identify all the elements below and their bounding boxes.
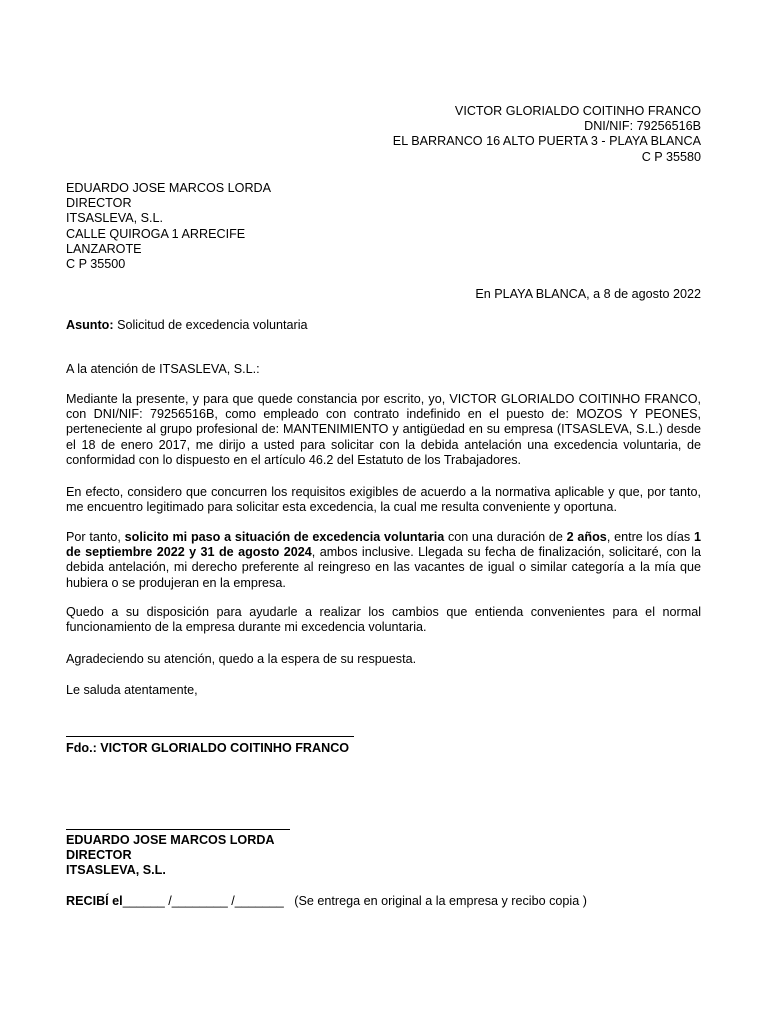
paragraph-request-details (66, 530, 701, 591)
paragraph-request-intro: Mediante la presente, y para que quede constancia por escrito, yo, VICTOR GLORIALDO COITINHO FRANCO, con DNI/NIF: 79256516B, como empleado con contrato indefinido en el puesto de: MOZOS Y PEONES, perteneciente al grupo profesional de: MANTENIMIENTO y antigüedad en su empresa (ITSASLEVA, S.L.) desde el 18 de enero 2017, me dirijo a usted para solicitar con la debida antelación una excedencia voluntaria, de conformidad con lo dispuesto en el artículo 46.2 del Estatuto de los Trabajadores. (66, 392, 701, 467)
company-signer-name: EDUARDO JOSE MARCOS LORDA (66, 833, 275, 847)
recipient-postal: C P 35500 (66, 257, 126, 272)
receipt-note: (Se entrega en original a la empresa y recibo copia ) (294, 894, 587, 908)
date-line: En PLAYA BLANCA, a 8 de agosto 2022 (475, 287, 701, 301)
employee-signature-line (66, 736, 354, 737)
paragraph3-bold-duration: 2 años (566, 530, 607, 544)
receipt-line (66, 894, 701, 909)
recipient-street: CALLE QUIROGA 1 ARRECIFE (66, 226, 246, 241)
paragraph-thanks: Agradeciendo su atención, quedo a la espera de su respuesta. (66, 652, 417, 666)
recipient-block (66, 181, 701, 272)
company-signer-role: DIRECTOR (66, 848, 132, 863)
employee-signature: Fdo.: VICTOR GLORIALDO COITINHO FRANCO (66, 741, 350, 755)
sender-address: EL BARRANCO 16 ALTO PUERTA 3 - PLAYA BLANCA (392, 134, 701, 149)
paragraph3-text-1: Por tanto, (66, 530, 125, 544)
sender-block (66, 104, 701, 165)
closing: Le saluda atentamente, (66, 683, 198, 697)
greeting: A la atención de ITSASLEVA, S.L.: (66, 362, 260, 376)
paragraph3-bold-dates: 1 de septiembre 2022 y 31 de agosto 2024 (66, 530, 701, 560)
paragraph3-bold-request: solicito mi paso a situación de excedencia voluntaria (124, 530, 445, 544)
paragraph3-text-4: , ambos inclusive. Llegada su fecha de finalización, solicitaré, con la debida antelación, mi derecho preferente al reingreso en las vacantes de igual o similar categoría a la mía que hubiera o se produjeran en la empresa. (66, 545, 702, 590)
company-signature-line (66, 829, 290, 830)
paragraph-requirements: En efecto, considero que concurren los requisitos exigibles de acuerdo a la normativa aplicable y que, por tanto, me encuentro legitimado para solicitar esta excedencia, la cual me resulta conveniente y oportuna. (66, 485, 701, 515)
subject-line (66, 318, 701, 333)
subject-label: Asunto: (66, 318, 114, 332)
paragraph3-text-2: con una duración de (444, 530, 567, 544)
recipient-company: ITSASLEVA, S.L. (66, 211, 164, 226)
receipt-label: RECIBÍ el (66, 894, 123, 908)
sender-dni: DNI/NIF: 79256516B (584, 119, 701, 134)
receipt-date-blanks: ______ /________ /_______ (122, 894, 284, 908)
sender-postal: C P 35580 (641, 149, 701, 164)
paragraph-availability: Quedo a su disposición para ayudarle a realizar los cambios que entienda convenientes para el normal funcionamiento de la empresa durante mi excedencia voluntaria. (66, 605, 701, 635)
subject-text: Solicitud de excedencia voluntaria (113, 318, 308, 332)
company-signature-block (66, 833, 701, 879)
paragraph3-text-3: , entre los días (606, 530, 694, 544)
recipient-island: LANZAROTE (66, 241, 142, 256)
recipient-name: EDUARDO JOSE MARCOS LORDA (66, 181, 272, 195)
company-signer-company: ITSASLEVA, S.L. (66, 863, 166, 878)
recipient-role: DIRECTOR (66, 196, 132, 211)
sender-name: VICTOR GLORIALDO COITINHO FRANCO (454, 104, 701, 118)
